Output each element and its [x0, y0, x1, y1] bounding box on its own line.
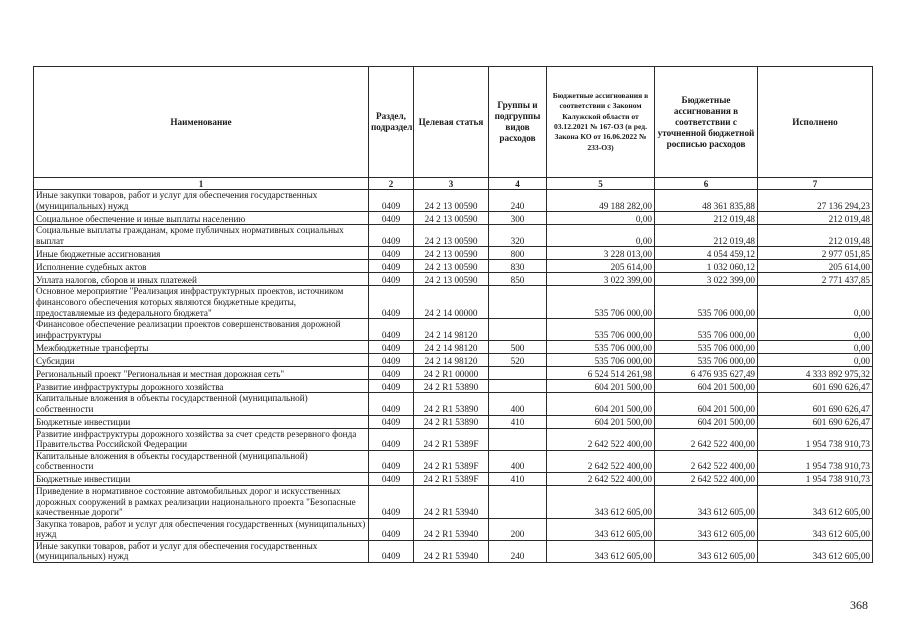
row-schedule-allocation-cell: 604 201 500,00 [655, 415, 758, 428]
row-section-cell: 0409 [369, 415, 414, 428]
row-law-allocation-cell: 343 612 605,00 [547, 518, 655, 540]
row-law-allocation-cell: 535 706 000,00 [547, 354, 655, 367]
table-row [34, 367, 873, 380]
row-article-cell: 24 2 13 00590 [414, 225, 489, 247]
row-schedule-allocation-cell: 343 612 605,00 [655, 485, 758, 518]
row-executed-cell: 601 690 626,47 [758, 393, 873, 415]
row-article-cell: 24 2 R1 53940 [414, 518, 489, 540]
row-name-cell: Социальные выплаты гражданам, кроме публичных нормативных социальных выплат [34, 225, 369, 247]
row-executed-cell: 4 333 892 975,32 [758, 367, 873, 380]
table-row [34, 341, 873, 354]
row-executed-cell: 212 019,48 [758, 225, 873, 247]
row-group-cell: 800 [489, 247, 547, 260]
row-article-cell: 24 2 13 00590 [414, 190, 489, 212]
row-article-cell: 24 2 R1 53940 [414, 485, 489, 518]
table-row [34, 212, 873, 225]
table-row [34, 472, 873, 485]
table-row [34, 273, 873, 286]
header-expense-group: Группы и подгруппы видов расходов [489, 67, 547, 178]
row-article-cell: 24 2 R1 00000 [414, 367, 489, 380]
row-group-cell [489, 428, 547, 450]
row-executed-cell: 601 690 626,47 [758, 380, 873, 393]
row-group-cell: 410 [489, 415, 547, 428]
table-row [34, 518, 873, 540]
row-law-allocation-cell: 0,00 [547, 225, 655, 247]
row-executed-cell: 0,00 [758, 341, 873, 354]
row-section-cell: 0409 [369, 367, 414, 380]
row-schedule-allocation-cell: 212 019,48 [655, 225, 758, 247]
row-article-cell: 24 2 R1 5389F [414, 428, 489, 450]
row-section-cell: 0409 [369, 190, 414, 212]
row-name-cell: Капитальные вложения в объекты государственной (муниципальной) собственности [34, 450, 369, 472]
row-name-cell: Развитие инфраструктуры дорожного хозяйства [34, 380, 369, 393]
row-group-cell: 300 [489, 212, 547, 225]
row-article-cell: 24 2 R1 53890 [414, 380, 489, 393]
row-section-cell: 0409 [369, 260, 414, 273]
row-article-cell: 24 2 R1 53890 [414, 415, 489, 428]
row-name-cell: Иные бюджетные ассигнования [34, 247, 369, 260]
row-section-cell: 0409 [369, 341, 414, 354]
row-law-allocation-cell: 3 022 399,00 [547, 273, 655, 286]
column-numbers-row [34, 178, 873, 190]
row-group-cell: 320 [489, 225, 547, 247]
row-name-cell: Межбюджетные трансферты [34, 341, 369, 354]
column-number: 6 [655, 178, 758, 190]
row-law-allocation-cell: 604 201 500,00 [547, 415, 655, 428]
row-schedule-allocation-cell: 604 201 500,00 [655, 380, 758, 393]
row-law-allocation-cell: 49 188 282,00 [547, 190, 655, 212]
row-schedule-allocation-cell: 535 706 000,00 [655, 341, 758, 354]
row-law-allocation-cell: 535 706 000,00 [547, 319, 655, 341]
row-group-cell: 400 [489, 450, 547, 472]
row-name-cell: Уплата налогов, сборов и иных платежей [34, 273, 369, 286]
row-executed-cell: 0,00 [758, 286, 873, 319]
row-group-cell: 830 [489, 260, 547, 273]
row-schedule-allocation-cell: 1 032 060,12 [655, 260, 758, 273]
row-group-cell: 520 [489, 354, 547, 367]
column-number: 5 [547, 178, 655, 190]
row-schedule-allocation-cell: 6 476 935 627,49 [655, 367, 758, 380]
row-schedule-allocation-cell: 343 612 605,00 [655, 540, 758, 562]
table-row [34, 450, 873, 472]
row-group-cell: 400 [489, 393, 547, 415]
row-name-cell: Бюджетные инвестиции [34, 472, 369, 485]
row-executed-cell: 0,00 [758, 319, 873, 341]
row-law-allocation-cell: 2 642 522 400,00 [547, 450, 655, 472]
row-executed-cell: 27 136 294,23 [758, 190, 873, 212]
row-name-cell: Иные закупки товаров, работ и услуг для обеспечения государственных (муниципальных) нужд [34, 190, 369, 212]
row-article-cell: 24 2 R1 53940 [414, 540, 489, 562]
table-body [34, 190, 873, 563]
table-row [34, 319, 873, 341]
header-name: Наименование [34, 67, 369, 178]
header-row [34, 67, 873, 178]
row-executed-cell: 1 954 738 910,73 [758, 472, 873, 485]
table-row [34, 225, 873, 247]
row-group-cell [489, 286, 547, 319]
row-name-cell: Основное мероприятие "Реализация инфраструктурных проектов, источником финансового обеспечения которых являются бюджетные кредиты, предоставляемые из федерального бюджета" [34, 286, 369, 319]
row-law-allocation-cell: 3 228 013,00 [547, 247, 655, 260]
row-name-cell: Приведение в нормативное состояние автомобильных дорог и искусственных дорожных сооружений в рамках реализации национального проекта "Безопасные качественные дороги" [34, 485, 369, 518]
table-row [34, 354, 873, 367]
row-executed-cell: 343 612 605,00 [758, 518, 873, 540]
table-row [34, 247, 873, 260]
row-article-cell: 24 2 14 98120 [414, 341, 489, 354]
row-schedule-allocation-cell: 3 022 399,00 [655, 273, 758, 286]
row-name-cell: Закупка товаров, работ и услуг для обеспечения государственных (муниципальных) нужд [34, 518, 369, 540]
page-number: 368 [850, 598, 868, 612]
row-article-cell: 24 2 13 00590 [414, 212, 489, 225]
row-section-cell: 0409 [369, 485, 414, 518]
row-group-cell [489, 367, 547, 380]
row-section-cell: 0409 [369, 319, 414, 341]
row-schedule-allocation-cell: 2 642 522 400,00 [655, 472, 758, 485]
row-article-cell: 24 2 13 00590 [414, 247, 489, 260]
row-section-cell: 0409 [369, 286, 414, 319]
row-article-cell: 24 2 13 00590 [414, 260, 489, 273]
row-law-allocation-cell: 604 201 500,00 [547, 380, 655, 393]
table-row [34, 190, 873, 212]
row-law-allocation-cell: 2 642 522 400,00 [547, 428, 655, 450]
row-executed-cell: 1 954 738 910,73 [758, 450, 873, 472]
row-section-cell: 0409 [369, 428, 414, 450]
row-group-cell: 200 [489, 518, 547, 540]
row-group-cell: 240 [489, 540, 547, 562]
row-law-allocation-cell: 604 201 500,00 [547, 393, 655, 415]
header-law-allocations: Бюджетные ассигнования в соответствии с Законом Калужской области от 03.12.2021 № 167-ОЗ (в ред. Закона КО от 16.06.2022 № 233-ОЗ) [547, 67, 655, 178]
row-schedule-allocation-cell: 343 612 605,00 [655, 518, 758, 540]
table-header [34, 67, 873, 190]
row-section-cell: 0409 [369, 212, 414, 225]
column-number: 2 [369, 178, 414, 190]
row-schedule-allocation-cell: 212 019,48 [655, 212, 758, 225]
table-row [34, 380, 873, 393]
row-executed-cell: 601 690 626,47 [758, 415, 873, 428]
row-section-cell: 0409 [369, 354, 414, 367]
row-schedule-allocation-cell: 535 706 000,00 [655, 354, 758, 367]
column-number: 4 [489, 178, 547, 190]
row-article-cell: 24 2 13 00590 [414, 273, 489, 286]
table-row [34, 485, 873, 518]
row-section-cell: 0409 [369, 380, 414, 393]
column-number: 1 [34, 178, 369, 190]
column-number: 7 [758, 178, 873, 190]
row-executed-cell: 2 977 051,85 [758, 247, 873, 260]
row-group-cell: 240 [489, 190, 547, 212]
row-article-cell: 24 2 R1 53890 [414, 393, 489, 415]
row-executed-cell: 205 614,00 [758, 260, 873, 273]
row-section-cell: 0409 [369, 518, 414, 540]
row-schedule-allocation-cell: 48 361 835,88 [655, 190, 758, 212]
row-section-cell: 0409 [369, 247, 414, 260]
row-executed-cell: 343 612 605,00 [758, 485, 873, 518]
table-row [34, 415, 873, 428]
row-law-allocation-cell: 0,00 [547, 212, 655, 225]
row-article-cell: 24 2 14 00000 [414, 286, 489, 319]
row-name-cell: Социальное обеспечение и иные выплаты населению [34, 212, 369, 225]
header-section: Раздел, подраздел [369, 67, 414, 178]
header-target-article: Целевая статья [414, 67, 489, 178]
row-schedule-allocation-cell: 2 642 522 400,00 [655, 450, 758, 472]
table-row [34, 393, 873, 415]
header-executed: Исполнено [758, 67, 873, 178]
row-schedule-allocation-cell: 535 706 000,00 [655, 319, 758, 341]
row-law-allocation-cell: 205 614,00 [547, 260, 655, 273]
table-row [34, 286, 873, 319]
table-row [34, 428, 873, 450]
row-schedule-allocation-cell: 604 201 500,00 [655, 393, 758, 415]
table-row [34, 540, 873, 562]
row-law-allocation-cell: 535 706 000,00 [547, 341, 655, 354]
row-group-cell [489, 485, 547, 518]
row-section-cell: 0409 [369, 225, 414, 247]
row-section-cell: 0409 [369, 273, 414, 286]
row-executed-cell: 1 954 738 910,73 [758, 428, 873, 450]
row-group-cell: 500 [489, 341, 547, 354]
row-section-cell: 0409 [369, 393, 414, 415]
row-article-cell: 24 2 R1 5389F [414, 472, 489, 485]
row-article-cell: 24 2 R1 5389F [414, 450, 489, 472]
row-law-allocation-cell: 343 612 605,00 [547, 540, 655, 562]
row-section-cell: 0409 [369, 540, 414, 562]
row-group-cell: 850 [489, 273, 547, 286]
row-law-allocation-cell: 6 524 514 261,98 [547, 367, 655, 380]
row-group-cell [489, 319, 547, 341]
row-group-cell [489, 380, 547, 393]
column-number: 3 [414, 178, 489, 190]
row-executed-cell: 0,00 [758, 354, 873, 367]
row-name-cell: Бюджетные инвестиции [34, 415, 369, 428]
row-article-cell: 24 2 14 98120 [414, 354, 489, 367]
table-row [34, 260, 873, 273]
row-article-cell: 24 2 14 98120 [414, 319, 489, 341]
row-name-cell: Развитие инфраструктуры дорожного хозяйства за счет средств резервного фонда Правительства Российской Федерации [34, 428, 369, 450]
row-name-cell: Капитальные вложения в объекты государственной (муниципальной) собственности [34, 393, 369, 415]
row-executed-cell: 2 771 437,85 [758, 273, 873, 286]
row-section-cell: 0409 [369, 450, 414, 472]
header-schedule-allocations: Бюджетные ассигнования в соответствии с уточненной бюджетной росписью расходов [655, 67, 758, 178]
row-name-cell: Финансовое обеспечение реализации проектов совершенствования дорожной инфраструктуры [34, 319, 369, 341]
row-law-allocation-cell: 2 642 522 400,00 [547, 472, 655, 485]
row-name-cell: Субсидии [34, 354, 369, 367]
row-name-cell: Иные закупки товаров, работ и услуг для обеспечения государственных (муниципальных) нужд [34, 540, 369, 562]
row-law-allocation-cell: 535 706 000,00 [547, 286, 655, 319]
row-schedule-allocation-cell: 2 642 522 400,00 [655, 428, 758, 450]
row-name-cell: Региональный проект "Региональная и местная дорожная сеть" [34, 367, 369, 380]
budget-execution-table [33, 66, 873, 563]
row-executed-cell: 212 019,48 [758, 212, 873, 225]
row-schedule-allocation-cell: 535 706 000,00 [655, 286, 758, 319]
row-group-cell: 410 [489, 472, 547, 485]
row-section-cell: 0409 [369, 472, 414, 485]
row-law-allocation-cell: 343 612 605,00 [547, 485, 655, 518]
row-name-cell: Исполнение судебных актов [34, 260, 369, 273]
row-executed-cell: 343 612 605,00 [758, 540, 873, 562]
row-schedule-allocation-cell: 4 054 459,12 [655, 247, 758, 260]
